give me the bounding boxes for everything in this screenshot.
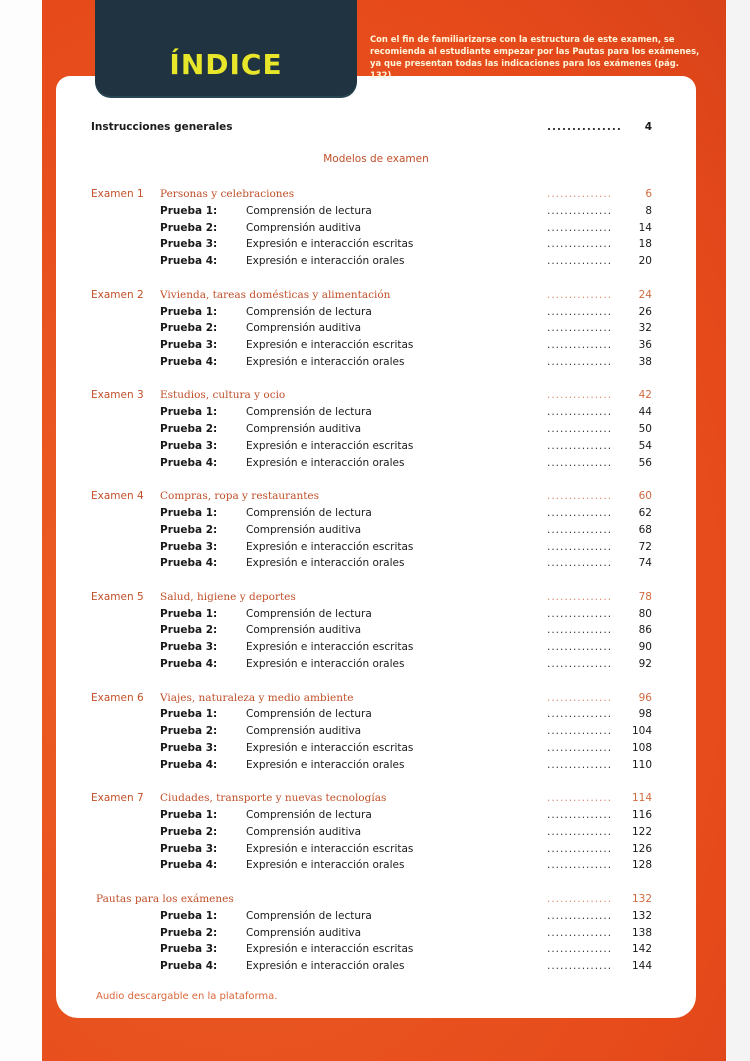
leader-dots: ............... [547, 221, 613, 234]
section-title: Expresión e interacción orales [246, 255, 405, 268]
index-content-card [56, 76, 696, 1018]
section-title: Expresión e interacción escritas [246, 339, 414, 352]
prueba-label: Prueba 1: [160, 607, 218, 620]
prueba-row[interactable] [56, 724, 696, 738]
leader-dots: ............... [547, 943, 613, 956]
page-number: 132 [631, 909, 652, 922]
page-number: 116 [631, 809, 652, 821]
prueba-label: Prueba 2: [160, 221, 218, 234]
prueba-row[interactable] [56, 758, 696, 772]
page-number: 6 [645, 188, 652, 200]
prueba-row[interactable] [56, 942, 696, 956]
leader-dots: ............... [547, 389, 613, 402]
prueba-row[interactable] [56, 825, 696, 839]
prueba-label: Prueba 1: [160, 305, 218, 318]
prueba-row[interactable] [56, 237, 696, 251]
prueba-row[interactable] [56, 338, 696, 352]
prueba-row[interactable] [56, 506, 696, 520]
page-right-margin [726, 0, 750, 1061]
leader-dots: ............... [547, 557, 613, 570]
section-title: Expresión e interacción orales [246, 960, 405, 973]
page-number: 54 [638, 439, 652, 452]
section-title: Expresión e interacción orales [246, 758, 405, 771]
page-number: 104 [631, 725, 652, 738]
page-number: 122 [631, 825, 652, 838]
section-title: Comprensión auditiva [246, 624, 362, 637]
prueba-label: Prueba 2: [160, 523, 218, 536]
section-title: Expresión e interacción escritas [246, 439, 414, 452]
exam-title: Personas y celebraciones [160, 188, 295, 200]
exam-heading-row[interactable] [56, 288, 696, 302]
section-title: Comprensión auditiva [246, 423, 362, 435]
leader-dots: ............... [547, 506, 613, 519]
section-title: Expresión e interacción orales [246, 859, 405, 872]
section-title: Comprensión auditiva [246, 523, 362, 536]
prueba-row[interactable] [56, 439, 696, 453]
leader-dots: ............... [547, 238, 613, 251]
section-title: Expresión e interacción escritas [246, 741, 414, 754]
page-number: 62 [638, 506, 652, 519]
page-number: 26 [638, 305, 652, 318]
page-number: 132 [631, 892, 652, 905]
page-number: 20 [638, 255, 652, 268]
section-title: Comprensión de lectura [246, 909, 372, 922]
section-title: Expresión e interacción orales [246, 456, 405, 469]
exam-title: Vivienda, tareas domésticas y alimentación [160, 288, 391, 301]
page-number: 42 [638, 389, 652, 402]
exam-heading-row[interactable] [56, 691, 696, 705]
section-title: Comprensión auditiva [246, 926, 362, 939]
page-number: 24 [638, 288, 652, 301]
page-number: 92 [638, 658, 652, 670]
page-number: 60 [638, 490, 652, 503]
page-number: 72 [638, 540, 652, 553]
prueba-row[interactable] [56, 556, 696, 570]
prueba-row[interactable] [56, 707, 696, 721]
page-number: 98 [638, 708, 652, 721]
leader-dots: ............... [547, 305, 613, 318]
leader-dots: ............... [547, 892, 613, 905]
prueba-label: Prueba 1: [160, 406, 218, 419]
leader-dots: ............... [547, 859, 613, 872]
prueba-label: Prueba 4: [160, 859, 218, 872]
leader-dots: ............... [547, 288, 613, 301]
prueba-row[interactable] [56, 926, 696, 940]
page-number: 86 [638, 624, 652, 637]
page-number: 96 [638, 691, 652, 704]
section-title: Expresión e interacción escritas [246, 238, 414, 251]
prueba-label: Prueba 1: [160, 809, 218, 821]
page-number: 4 [644, 121, 652, 133]
section-title: Comprensión auditiva [246, 322, 362, 335]
section-title: Comprensión auditiva [246, 221, 362, 234]
leader-dots: ............... [547, 322, 613, 335]
leader-dots: ............... [547, 121, 622, 133]
exam-heading-row[interactable] [56, 388, 696, 402]
section-title: Expresión e interacción escritas [246, 641, 414, 654]
prueba-row[interactable] [56, 640, 696, 654]
section-title: Comprensión de lectura [246, 406, 372, 419]
prueba-label: Prueba 3: [160, 641, 218, 654]
prueba-label: Prueba 3: [160, 339, 218, 352]
models-heading: Modelos de examen [323, 153, 429, 165]
prueba-label: Prueba 3: [160, 439, 218, 452]
leader-dots: ............... [547, 456, 613, 469]
prueba-row[interactable] [56, 623, 696, 637]
page-number: 50 [638, 423, 652, 435]
exam-title: Compras, ropa y restaurantes [160, 490, 320, 503]
general-instructions-label: Instrucciones generales [91, 121, 233, 133]
prueba-row[interactable] [56, 221, 696, 235]
prueba-label: Prueba 4: [160, 255, 218, 268]
leader-dots: ............... [547, 406, 613, 419]
exam-label: Examen 5 [91, 590, 144, 603]
section-title: Comprensión de lectura [246, 305, 372, 318]
leader-dots: ............... [547, 439, 613, 452]
prueba-row[interactable] [56, 204, 696, 218]
prueba-label: Prueba 1: [160, 708, 218, 721]
page-number: 144 [631, 960, 652, 973]
general-instructions-row[interactable] [56, 120, 696, 134]
exam-label: Examen 1 [91, 188, 144, 200]
exam-heading-row[interactable] [56, 590, 696, 604]
page-number: 110 [631, 758, 652, 771]
leader-dots: ............... [547, 842, 613, 855]
exam-title: Salud, higiene y deportes [160, 590, 296, 603]
prueba-row[interactable] [56, 858, 696, 872]
prueba-label: Prueba 4: [160, 557, 218, 570]
title-tab [95, 0, 357, 96]
prueba-label: Prueba 3: [160, 943, 218, 956]
leader-dots: ............... [547, 355, 613, 368]
page-number: 36 [638, 339, 652, 352]
prueba-label: Prueba 2: [160, 423, 218, 435]
prueba-label: Prueba 4: [160, 456, 218, 469]
prueba-row[interactable] [56, 305, 696, 319]
page-number: 142 [631, 943, 652, 956]
prueba-row[interactable] [56, 422, 696, 436]
leader-dots: ............... [547, 255, 613, 268]
prueba-row[interactable] [56, 540, 696, 554]
prueba-label: Prueba 1: [160, 204, 218, 217]
page-number: 90 [638, 641, 652, 654]
leader-dots: ............... [547, 188, 613, 200]
leader-dots: ............... [547, 792, 613, 805]
section-title: Comprensión auditiva [246, 725, 362, 738]
section-title: Expresión e interacción escritas [246, 540, 414, 553]
prueba-label: Prueba 2: [160, 825, 218, 838]
prueba-label: Prueba 2: [160, 322, 218, 335]
exam-title: Ciudades, transporte y nuevas tecnologías [160, 792, 387, 805]
prueba-label: Prueba 3: [160, 540, 218, 553]
exam-label: Examen 6 [91, 691, 144, 704]
prueba-label: Prueba 2: [160, 926, 218, 939]
page-number: 74 [638, 557, 652, 570]
page-left-margin [0, 0, 42, 1061]
leader-dots: ............... [547, 523, 613, 536]
leader-dots: ............... [547, 691, 613, 704]
leader-dots: ............... [547, 926, 613, 939]
exam-title: Pautas para los exámenes [96, 892, 234, 905]
exam-label: Examen 7 [91, 792, 144, 805]
prueba-row[interactable] [56, 909, 696, 923]
leader-dots: ............... [547, 909, 613, 922]
exam-label: Examen 2 [91, 288, 144, 301]
section-title: Expresión e interacción escritas [246, 842, 414, 855]
prueba-label: Prueba 3: [160, 238, 218, 251]
prueba-label: Prueba 1: [160, 909, 218, 922]
exam-heading-row[interactable] [56, 187, 696, 201]
leader-dots: ............... [547, 490, 613, 503]
page-number: 80 [638, 607, 652, 620]
exam-label: Examen 3 [91, 389, 144, 402]
leader-dots: ............... [547, 204, 613, 217]
section-title: Expresión e interacción orales [246, 557, 405, 570]
exam-title: Viajes, naturaleza y medio ambiente [160, 691, 354, 704]
leader-dots: ............... [547, 960, 613, 973]
leader-dots: ............... [547, 423, 613, 435]
exam-heading-row[interactable] [56, 892, 696, 906]
leader-dots: ............... [547, 725, 613, 738]
exam-heading-row[interactable] [56, 791, 696, 805]
prueba-label: Prueba 4: [160, 355, 218, 368]
section-title: Comprensión de lectura [246, 506, 372, 519]
page-number: 8 [645, 204, 652, 217]
page-number: 78 [638, 590, 652, 603]
leader-dots: ............... [547, 658, 613, 670]
exam-label: Examen 4 [91, 490, 144, 503]
page-number: 18 [638, 238, 652, 251]
prueba-row[interactable] [56, 657, 696, 671]
page-number: 138 [631, 926, 652, 939]
prueba-row[interactable] [56, 321, 696, 335]
page-number: 44 [638, 406, 652, 419]
leader-dots: ............... [547, 590, 613, 603]
page-number: 32 [638, 322, 652, 335]
exam-title: Estudios, cultura y ocio [160, 389, 286, 402]
intro-note: Con el fin de familiarizarse con la estructura de este examen, se recomienda al estudiante empezar por las Pautas para los exámenes, ya que presentan todas las indicaciones para los exámenes (pág. 132). [370, 34, 700, 80]
section-title: Comprensión de lectura [246, 204, 372, 217]
prueba-row[interactable] [56, 523, 696, 537]
prueba-label: Prueba 3: [160, 842, 218, 855]
page-number: 128 [631, 859, 652, 872]
section-title: Comprensión de lectura [246, 708, 372, 721]
leader-dots: ............... [547, 607, 613, 620]
section-title: Comprensión auditiva [246, 825, 362, 838]
prueba-label: Prueba 4: [160, 758, 218, 771]
page-number: 68 [638, 523, 652, 536]
prueba-label: Prueba 4: [160, 658, 218, 670]
prueba-row[interactable] [56, 355, 696, 369]
leader-dots: ............... [547, 708, 613, 721]
leader-dots: ............... [547, 758, 613, 771]
prueba-label: Prueba 4: [160, 960, 218, 973]
page-number: 14 [638, 221, 652, 234]
prueba-row[interactable] [56, 456, 696, 470]
prueba-row[interactable] [56, 741, 696, 755]
leader-dots: ............... [547, 624, 613, 637]
prueba-row[interactable] [56, 405, 696, 419]
section-title: Comprensión de lectura [246, 809, 372, 821]
section-title: Expresión e interacción escritas [246, 943, 414, 956]
prueba-row[interactable] [56, 959, 696, 973]
page-number: 126 [631, 842, 652, 855]
page-number: 114 [631, 792, 652, 805]
section-title: Expresión e interacción orales [246, 658, 405, 670]
exam-heading-row[interactable] [56, 489, 696, 503]
prueba-label: Prueba 2: [160, 624, 218, 637]
section-title: Expresión e interacción orales [246, 355, 405, 368]
prueba-label: Prueba 3: [160, 741, 218, 754]
page-number: 38 [638, 355, 652, 368]
prueba-row[interactable] [56, 842, 696, 856]
leader-dots: ............... [547, 825, 613, 838]
section-title: Comprensión de lectura [246, 607, 372, 620]
prueba-label: Prueba 2: [160, 725, 218, 738]
leader-dots: ............... [547, 339, 613, 352]
leader-dots: ............... [547, 809, 613, 821]
prueba-row[interactable] [56, 808, 696, 822]
audio-note: Audio descargable en la plataforma. [96, 991, 278, 1002]
page-number: 108 [631, 741, 652, 754]
leader-dots: ............... [547, 741, 613, 754]
leader-dots: ............... [547, 641, 613, 654]
leader-dots: ............... [547, 540, 613, 553]
prueba-label: Prueba 1: [160, 506, 218, 519]
page-title: ÍNDICE [169, 48, 283, 81]
page-number: 56 [638, 456, 652, 469]
prueba-row[interactable] [56, 607, 696, 621]
prueba-row[interactable] [56, 254, 696, 268]
